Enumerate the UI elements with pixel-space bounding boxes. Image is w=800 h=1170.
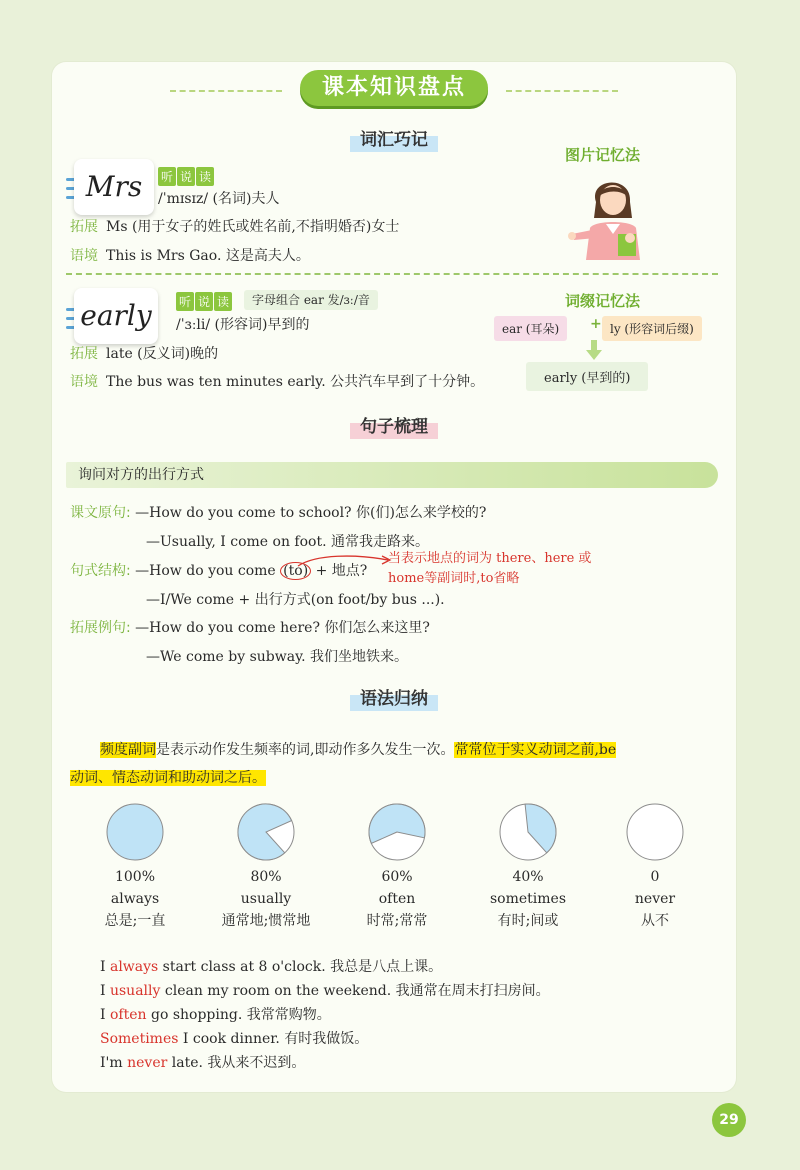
grammar-section-title-text: 语法归纳 bbox=[350, 682, 438, 711]
early-phonetic: /ˈɜːli/ (形容词)早到的 bbox=[176, 317, 310, 333]
topic-bar: 询问对方的出行方式 bbox=[66, 462, 718, 488]
vocab-divider bbox=[66, 273, 718, 275]
example-post: go shopping. 我常常购物。 bbox=[146, 1007, 331, 1023]
affix-result-early: early (早到的) bbox=[526, 362, 648, 391]
mrs-badges bbox=[158, 166, 215, 186]
intro-highlight-rule-end: 动词、情态动词和助动词之后。 bbox=[70, 770, 266, 786]
picture-memory-title: 图片记忆法 bbox=[565, 146, 641, 164]
pie-circle bbox=[107, 804, 163, 860]
intro-highlight-term: 频度副词 bbox=[100, 742, 156, 758]
badge-listen: 听 bbox=[158, 167, 176, 186]
mrs-phonetic: /ˈmɪsɪz/ (名词)夫人 bbox=[158, 191, 280, 207]
pie-sometimes bbox=[473, 802, 583, 932]
grammar-intro bbox=[100, 736, 720, 764]
example-never bbox=[100, 1054, 305, 1072]
pie-chart-icon bbox=[625, 802, 685, 862]
extension-q bbox=[70, 619, 430, 637]
example-usually bbox=[100, 982, 550, 1000]
extension-label: 拓展例句: bbox=[70, 620, 131, 636]
mrs-ctx-text: This is Mrs Gao. 这是高夫人。 bbox=[106, 248, 310, 264]
pie-percent: 60% bbox=[381, 869, 413, 885]
vocab-section-title bbox=[300, 123, 488, 152]
mrs-ext-label: 拓展 bbox=[70, 219, 98, 235]
mrs-context bbox=[70, 247, 310, 265]
sentence-section-title bbox=[300, 410, 488, 439]
example-adverb: usually bbox=[109, 983, 161, 999]
grammar-section-title bbox=[300, 682, 488, 711]
pie-percent: 100% bbox=[114, 869, 156, 885]
pie-usually bbox=[211, 802, 321, 932]
example-adverb: often bbox=[109, 1007, 147, 1023]
page-banner: 课本知识盘点 bbox=[300, 70, 488, 106]
plus-icon: + bbox=[590, 316, 602, 332]
pie-word: never bbox=[634, 891, 676, 907]
pie-word: often bbox=[378, 891, 416, 907]
example-post: clean my room on the weekend. 我通常在周末打扫房间。 bbox=[160, 983, 550, 999]
pie-percent: 0 bbox=[650, 869, 660, 885]
pie-percent: 40% bbox=[512, 869, 544, 885]
pie-chinese: 从不 bbox=[641, 913, 669, 929]
structure-q-pre: —How do you come bbox=[135, 563, 281, 579]
pie-chinese: 时常;常常 bbox=[366, 913, 428, 929]
early-ext-label: 拓展 bbox=[70, 346, 98, 362]
example-pre: I'm bbox=[100, 1055, 128, 1071]
pie-chart-icon bbox=[367, 802, 427, 862]
original-label: 课文原句: bbox=[70, 505, 131, 521]
pie-word: sometimes bbox=[489, 891, 567, 907]
early-ctx-label: 语境 bbox=[70, 374, 98, 390]
structure-to-circled: (to) bbox=[280, 562, 311, 580]
example-post: late. 我从来不迟到。 bbox=[167, 1055, 306, 1071]
pie-never bbox=[600, 802, 710, 932]
pie-word: always bbox=[110, 891, 160, 907]
affix-part-ear: ear (耳朵) bbox=[494, 316, 567, 341]
frequency-pies bbox=[80, 802, 720, 942]
example-adverb: always bbox=[109, 959, 159, 975]
original-a: —Usually, I come on foot. 通常我走路来。 bbox=[146, 534, 429, 550]
arrow-down-icon bbox=[586, 340, 602, 360]
badge-speak: 说 bbox=[177, 167, 195, 186]
page-number: 29 bbox=[712, 1103, 746, 1137]
annotation-arrow-icon bbox=[296, 552, 392, 568]
pie-often bbox=[342, 802, 452, 932]
badge-speak: 说 bbox=[195, 292, 213, 311]
original-q bbox=[70, 504, 486, 522]
pie-chart-icon bbox=[105, 802, 165, 862]
example-adverb: Sometimes bbox=[100, 1031, 179, 1047]
structure-q-post: + 地点? bbox=[311, 563, 368, 579]
mrs-extension bbox=[70, 218, 399, 236]
extension-q-text: —How do you come here? 你们怎么来这里? bbox=[135, 620, 430, 636]
example-pre: I bbox=[100, 1007, 110, 1023]
annotation-line1: 当表示地点的词为 there、here 或 bbox=[388, 551, 592, 566]
affix-part-ly: ly (形容词后缀) bbox=[602, 316, 702, 341]
badge-read: 读 bbox=[196, 167, 214, 186]
vocab-section-title-text: 词汇巧记 bbox=[350, 123, 438, 152]
example-pre: I bbox=[100, 983, 110, 999]
teacher-illustration bbox=[568, 168, 658, 260]
pie-circle bbox=[627, 804, 683, 860]
pie-chart-icon bbox=[236, 802, 296, 862]
pie-chinese: 有时;间或 bbox=[497, 913, 559, 929]
original-q-text: —How do you come to school? 你(们)怎么来学校的? bbox=[135, 505, 487, 521]
early-extension bbox=[70, 345, 218, 363]
example-always bbox=[100, 958, 442, 976]
pie-chinese: 通常地;惯常地 bbox=[221, 913, 311, 929]
early-ctx-text: The bus was ten minutes early. 公共汽车早到了十分钟。 bbox=[106, 374, 485, 390]
mrs-ctx-label: 语境 bbox=[70, 248, 98, 264]
annotation-line2: home等副词时,to省略 bbox=[388, 571, 520, 586]
example-post: I cook dinner. 有时我做饭。 bbox=[178, 1031, 369, 1047]
pie-percent: 80% bbox=[250, 869, 282, 885]
early-ext-text: late (反义词)晚的 bbox=[106, 346, 219, 362]
intro-highlight-rule: 常常位于实义动词之前,be bbox=[454, 742, 617, 758]
extension-a: —We come by subway. 我们坐地铁来。 bbox=[146, 649, 409, 665]
structure-label: 句式结构: bbox=[70, 563, 131, 579]
pie-chart-icon bbox=[498, 802, 558, 862]
pie-word: usually bbox=[240, 891, 292, 907]
early-badges bbox=[176, 291, 233, 311]
early-spelling-note: 字母组合 ear 发/ɜː/音 bbox=[244, 290, 378, 310]
word-card-early: early bbox=[74, 288, 158, 344]
pie-always bbox=[80, 802, 190, 932]
example-sometimes bbox=[100, 1030, 368, 1048]
grammar-intro-line2 bbox=[70, 764, 266, 792]
word-card-mrs: Mrs bbox=[74, 159, 154, 215]
structure-a: —I/We come + 出行方式(on foot/by bus ...). bbox=[146, 592, 445, 608]
pie-chinese: 总是;一直 bbox=[104, 913, 166, 929]
badge-listen: 听 bbox=[176, 292, 194, 311]
affix-memory-title: 词缀记忆法 bbox=[565, 292, 641, 310]
mrs-ext-text: Ms (用于女子的姓氏或姓名前,不指明婚否)女士 bbox=[106, 219, 400, 235]
sentence-section-title-text: 句子梳理 bbox=[350, 410, 438, 439]
intro-text: 是表示动作发生频率的词,即动作多久发生一次。 bbox=[156, 742, 455, 758]
early-context bbox=[70, 373, 484, 391]
badge-read: 读 bbox=[214, 292, 232, 311]
example-pre: I bbox=[100, 959, 110, 975]
banner-deco-left bbox=[170, 90, 282, 92]
banner-deco-right bbox=[506, 90, 618, 92]
example-often bbox=[100, 1006, 331, 1024]
example-adverb: never bbox=[127, 1055, 168, 1071]
example-post: start class at 8 o'clock. 我总是八点上课。 bbox=[158, 959, 443, 975]
